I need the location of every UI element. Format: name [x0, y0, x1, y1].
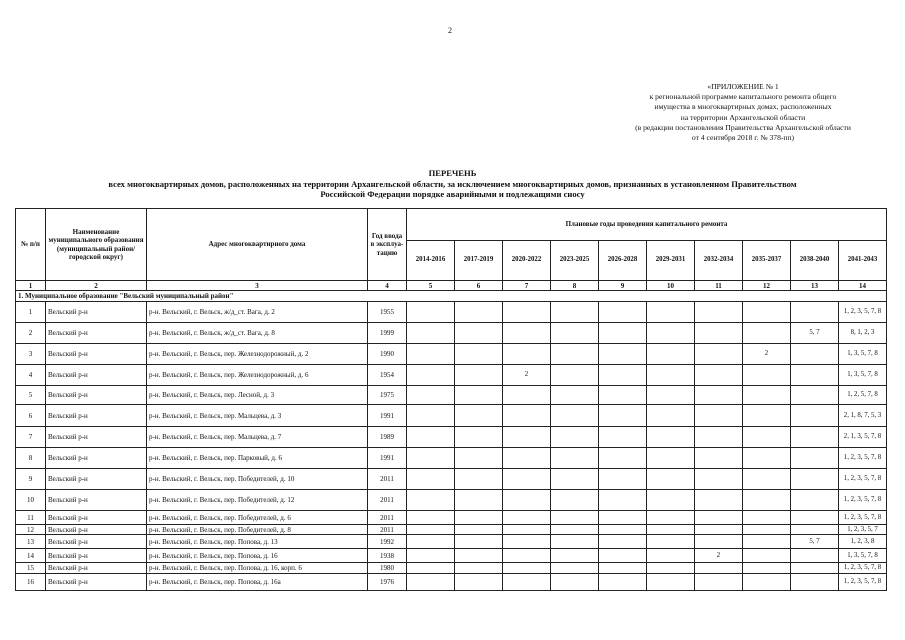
row-municipality: Вельский р-н: [46, 427, 147, 448]
header-address: Адрес многоквартирного дома: [147, 209, 368, 281]
row-period-works: [503, 490, 551, 511]
row-period-works: [791, 344, 839, 365]
row-period-works: [791, 563, 839, 574]
row-period-works: 1, 3, 5, 7, 8: [839, 365, 887, 386]
header-period: 2038-2040: [791, 241, 839, 281]
row-period-works: [599, 525, 647, 535]
row-address: р-н. Вельский, г. Вельск, пер. Парковый, д. 6: [147, 448, 368, 469]
row-year: 1989: [368, 427, 407, 448]
row-period-works: [407, 386, 455, 405]
row-period-works: [695, 386, 743, 405]
row-period-works: [743, 535, 791, 549]
row-address: р-н. Вельский, г. Вельск, пер. Мальцева, д. 7: [147, 427, 368, 448]
row-period-works: [647, 386, 695, 405]
row-period-works: [695, 469, 743, 490]
row-period-works: [743, 574, 791, 591]
row-year: 1975: [368, 386, 407, 405]
row-period-works: [551, 302, 599, 323]
column-number: 11: [695, 281, 743, 291]
row-period-works: [407, 525, 455, 535]
table-row: [16, 386, 887, 405]
row-period-works: [791, 386, 839, 405]
row-period-works: [407, 535, 455, 549]
row-period-works: [455, 302, 503, 323]
row-period-works: [455, 469, 503, 490]
row-period-works: [455, 490, 503, 511]
row-period-works: [407, 427, 455, 448]
appendix-line: имущества в многоквартирных домах, расположенных: [654, 102, 832, 112]
column-number: 8: [551, 281, 599, 291]
row-period-works: [695, 511, 743, 525]
header-period: 2017-2019: [455, 241, 503, 281]
header-period: 2020-2022: [503, 241, 551, 281]
title-line: всех многоквартирных домов, расположенных на территории Архангельской области, за исключением многоквартирных домов, признанных в установленном Правительством: [108, 178, 797, 189]
appendix-line: (в редакции постановления Правительства Архангельской области: [635, 122, 851, 132]
table-row: [16, 535, 887, 549]
row-period-works: [503, 574, 551, 591]
row-period-works: [695, 427, 743, 448]
row-period-works: [407, 511, 455, 525]
row-period-works: [695, 323, 743, 344]
row-period-works: [503, 511, 551, 525]
row-period-works: [503, 344, 551, 365]
row-period-works: [455, 323, 503, 344]
row-period-works: [599, 574, 647, 591]
row-period-works: [407, 490, 455, 511]
row-period-works: [743, 469, 791, 490]
row-period-works: [695, 365, 743, 386]
row-year: 1955: [368, 302, 407, 323]
row-municipality: Вельский р-н: [46, 323, 147, 344]
row-period-works: [695, 563, 743, 574]
row-period-works: [695, 448, 743, 469]
row-period-works: 1, 2, 3, 5, 7: [839, 525, 887, 535]
row-municipality: Вельский р-н: [46, 365, 147, 386]
row-year: 2011: [368, 525, 407, 535]
row-period-works: [455, 344, 503, 365]
row-period-works: [407, 344, 455, 365]
row-period-works: [503, 525, 551, 535]
row-municipality: Вельский р-н: [46, 490, 147, 511]
row-period-works: [647, 344, 695, 365]
row-period-works: 1, 2, 3, 5, 7, 8: [839, 490, 887, 511]
row-number: 3: [16, 344, 46, 365]
row-period-works: [791, 427, 839, 448]
row-period-works: [407, 302, 455, 323]
row-period-works: [551, 323, 599, 344]
header-period: 2032-2034: [695, 241, 743, 281]
table-row: [16, 427, 887, 448]
row-period-works: 2: [503, 365, 551, 386]
column-number: 9: [599, 281, 647, 291]
row-period-works: [743, 563, 791, 574]
row-period-works: [647, 365, 695, 386]
table-row: [16, 525, 887, 535]
row-period-works: [743, 511, 791, 525]
row-period-works: [407, 365, 455, 386]
title-heading: ПЕРЕЧЕНЬ: [428, 168, 477, 178]
header-planned-years: Плановые годы проведения капитального ремонта: [407, 209, 887, 241]
row-period-works: 1, 2, 3, 5, 7, 8: [839, 448, 887, 469]
row-number: 9: [16, 469, 46, 490]
row-address: р-н. Вельский, г. Вельск, пер. Попова, д. 16, корп. 6: [147, 563, 368, 574]
table-row: [16, 405, 887, 427]
row-year: 2011: [368, 490, 407, 511]
row-period-works: [503, 563, 551, 574]
document-title: [0, 168, 905, 200]
row-period-works: [551, 448, 599, 469]
row-municipality: Вельский р-н: [46, 405, 147, 427]
row-number: 1: [16, 302, 46, 323]
column-number: 13: [791, 281, 839, 291]
row-period-works: [551, 405, 599, 427]
row-number: 14: [16, 549, 46, 563]
row-period-works: [599, 302, 647, 323]
row-period-works: 1, 2, 3, 5, 7, 8: [839, 563, 887, 574]
row-period-works: [407, 323, 455, 344]
row-address: р-н. Вельский, г. Вельск, пер. Попова, д. 16а: [147, 574, 368, 591]
row-municipality: Вельский р-н: [46, 448, 147, 469]
row-period-works: [743, 365, 791, 386]
row-number: 11: [16, 511, 46, 525]
row-address: р-н. Вельский, г. Вельск, пер. Победителей, д. 10: [147, 469, 368, 490]
row-period-works: [791, 365, 839, 386]
column-number: 2: [46, 281, 147, 291]
table-row: [16, 302, 887, 323]
row-period-works: [503, 469, 551, 490]
row-period-works: [551, 563, 599, 574]
row-period-works: [503, 405, 551, 427]
row-period-works: [503, 549, 551, 563]
row-address: р-н. Вельский, г. Вельск, пер. Победителей, д. 12: [147, 490, 368, 511]
row-period-works: [743, 448, 791, 469]
row-period-works: [599, 469, 647, 490]
row-address: р-н. Вельский, г. Вельск, пер. Железнодорожный, д. 2: [147, 344, 368, 365]
table-row: [16, 574, 887, 591]
row-year: 1990: [368, 344, 407, 365]
row-period-works: [455, 574, 503, 591]
appendix-block: [598, 82, 888, 143]
row-address: р-н. Вельский, г. Вельск, ж/д_ст. Вага, д. 8: [147, 323, 368, 344]
row-period-works: [743, 525, 791, 535]
row-period-works: [455, 511, 503, 525]
row-period-works: [791, 448, 839, 469]
row-number: 15: [16, 563, 46, 574]
section-title: 1. Муниципальное образование "Вельский муниципальный район": [16, 291, 887, 302]
row-number: 2: [16, 323, 46, 344]
row-period-works: [743, 386, 791, 405]
row-period-works: [791, 490, 839, 511]
row-period-works: [503, 323, 551, 344]
row-municipality: Вельский р-н: [46, 525, 147, 535]
appendix-line: «ПРИЛОЖЕНИЕ № 1: [707, 82, 779, 91]
row-number: 7: [16, 427, 46, 448]
row-year: 1938: [368, 549, 407, 563]
row-period-works: [407, 448, 455, 469]
row-period-works: [647, 535, 695, 549]
row-period-works: [551, 427, 599, 448]
row-period-works: [695, 344, 743, 365]
row-period-works: [599, 323, 647, 344]
row-period-works: 2: [695, 549, 743, 563]
header-period: 2014-2016: [407, 241, 455, 281]
row-number: 6: [16, 405, 46, 427]
column-number: 4: [368, 281, 407, 291]
row-period-works: [599, 490, 647, 511]
row-number: 16: [16, 574, 46, 591]
header-period: 2026-2028: [599, 241, 647, 281]
row-address: р-н. Вельский, г. Вельск, пер. Победителей, д. 6: [147, 511, 368, 525]
row-period-works: [455, 535, 503, 549]
row-period-works: 2: [743, 344, 791, 365]
row-year: 1954: [368, 365, 407, 386]
row-period-works: [647, 563, 695, 574]
row-period-works: [791, 525, 839, 535]
row-period-works: [455, 448, 503, 469]
column-number: 12: [743, 281, 791, 291]
row-period-works: [647, 525, 695, 535]
row-period-works: [551, 549, 599, 563]
column-number: 7: [503, 281, 551, 291]
table-row: [16, 448, 887, 469]
row-period-works: [695, 574, 743, 591]
header-num: № п/п: [16, 209, 46, 281]
row-period-works: [695, 535, 743, 549]
row-period-works: [455, 427, 503, 448]
table-row: [16, 563, 887, 574]
row-period-works: [551, 344, 599, 365]
row-period-works: [647, 469, 695, 490]
row-year: 1980: [368, 563, 407, 574]
row-period-works: [599, 405, 647, 427]
row-period-works: [647, 511, 695, 525]
row-number: 10: [16, 490, 46, 511]
row-period-works: [647, 323, 695, 344]
row-period-works: [455, 563, 503, 574]
row-period-works: 1, 3, 5, 7, 8: [839, 549, 887, 563]
row-period-works: 1, 2, 3, 5, 7, 8: [839, 511, 887, 525]
row-period-works: [743, 549, 791, 563]
row-period-works: 1, 2, 5, 7, 8: [839, 386, 887, 405]
row-period-works: [551, 535, 599, 549]
row-period-works: [647, 490, 695, 511]
row-address: р-н. Вельский, г. Вельск, пер. Попова, д. 16: [147, 549, 368, 563]
row-year: 1992: [368, 535, 407, 549]
row-municipality: Вельский р-н: [46, 535, 147, 549]
row-address: р-н. Вельский, г. Вельск, пер. Железнодорожный, д. 6: [147, 365, 368, 386]
column-number: 5: [407, 281, 455, 291]
row-municipality: Вельский р-н: [46, 344, 147, 365]
header-period: 2023-2025: [551, 241, 599, 281]
row-period-works: 1, 2, 3, 5, 7, 8: [839, 469, 887, 490]
column-number: 3: [147, 281, 368, 291]
page-number: 2: [448, 26, 452, 35]
row-period-works: [503, 535, 551, 549]
row-period-works: [407, 469, 455, 490]
appendix-line: к региональной программе капитального ремонта общего: [649, 92, 837, 102]
row-number: 5: [16, 386, 46, 405]
row-address: р-н. Вельский, г. Вельск, пер. Мальцева, д. 3: [147, 405, 368, 427]
row-period-works: [599, 535, 647, 549]
row-period-works: [503, 302, 551, 323]
row-period-works: 1, 2, 3, 5, 7, 8: [839, 574, 887, 591]
row-period-works: 8, 1, 2, 3: [839, 323, 887, 344]
row-number: 12: [16, 525, 46, 535]
row-municipality: Вельский р-н: [46, 574, 147, 591]
row-period-works: [647, 574, 695, 591]
row-period-works: [695, 302, 743, 323]
row-period-works: [791, 469, 839, 490]
row-period-works: [791, 511, 839, 525]
row-period-works: 2, 1, 8, 7, 5, 3: [839, 405, 887, 427]
row-municipality: Вельский р-н: [46, 563, 147, 574]
row-period-works: [599, 427, 647, 448]
row-period-works: 5, 7: [791, 535, 839, 549]
table-row: [16, 469, 887, 490]
row-period-works: [695, 525, 743, 535]
header-period: 2029-2031: [647, 241, 695, 281]
row-period-works: [455, 365, 503, 386]
row-period-works: [407, 549, 455, 563]
row-period-works: [503, 386, 551, 405]
row-period-works: [551, 574, 599, 591]
row-period-works: [743, 490, 791, 511]
row-period-works: [647, 427, 695, 448]
table-row: [16, 344, 887, 365]
row-municipality: Вельский р-н: [46, 386, 147, 405]
row-period-works: [791, 549, 839, 563]
row-address: р-н. Вельский, г. Вельск, пер. Победителей, д. 8: [147, 525, 368, 535]
row-period-works: [743, 323, 791, 344]
table-row: [16, 323, 887, 344]
row-period-works: [743, 405, 791, 427]
row-period-works: [695, 490, 743, 511]
row-period-works: [551, 365, 599, 386]
column-number: 6: [455, 281, 503, 291]
row-period-works: [599, 511, 647, 525]
row-period-works: 1, 3, 5, 7, 8: [839, 344, 887, 365]
header-year: Год ввода в эксплуа-тацию: [368, 209, 407, 281]
header-period: 2041-2043: [839, 241, 887, 281]
row-period-works: [551, 469, 599, 490]
row-address: р-н. Вельский, г. Вельск, пер. Попова, д. 13: [147, 535, 368, 549]
row-period-works: [695, 405, 743, 427]
row-period-works: [407, 405, 455, 427]
row-period-works: 2, 1, 3, 5, 7, 8: [839, 427, 887, 448]
row-year: 1976: [368, 574, 407, 591]
column-number: 14: [839, 281, 887, 291]
row-period-works: [599, 549, 647, 563]
row-number: 13: [16, 535, 46, 549]
row-number: 8: [16, 448, 46, 469]
row-year: 1991: [368, 448, 407, 469]
row-period-works: [503, 427, 551, 448]
row-municipality: Вельский р-н: [46, 302, 147, 323]
row-period-works: [791, 405, 839, 427]
row-address: р-н. Вельский, г. Вельск, ж/д_ст. Вага, д. 2: [147, 302, 368, 323]
row-period-works: [407, 574, 455, 591]
row-period-works: [599, 344, 647, 365]
row-municipality: Вельский р-н: [46, 469, 147, 490]
row-municipality: Вельский р-н: [46, 549, 147, 563]
row-period-works: 5, 7: [791, 323, 839, 344]
row-period-works: [455, 405, 503, 427]
row-period-works: [599, 448, 647, 469]
table-row: [16, 490, 887, 511]
row-period-works: [743, 427, 791, 448]
row-period-works: [551, 525, 599, 535]
table-row: [16, 365, 887, 386]
row-period-works: [551, 490, 599, 511]
row-period-works: [647, 448, 695, 469]
row-period-works: [743, 302, 791, 323]
table-row: [16, 511, 887, 525]
appendix-line: от 4 сентября 2018 г. № 378-пп): [691, 133, 795, 143]
row-period-works: [599, 563, 647, 574]
header-municipality: Наименование муниципального образования (муниципальный район/городской округ): [46, 209, 147, 281]
table-row: [16, 549, 887, 563]
row-address: р-н. Вельский, г. Вельск, пер. Лесной, д. 3: [147, 386, 368, 405]
row-period-works: [455, 549, 503, 563]
row-number: 4: [16, 365, 46, 386]
row-period-works: [455, 386, 503, 405]
row-period-works: [791, 574, 839, 591]
row-period-works: [551, 511, 599, 525]
row-municipality: Вельский р-н: [46, 511, 147, 525]
row-year: 2011: [368, 511, 407, 525]
header-period: 2035-2037: [743, 241, 791, 281]
row-period-works: 1, 2, 3, 5, 7, 8: [839, 302, 887, 323]
column-number: 1: [16, 281, 46, 291]
row-year: 1999: [368, 323, 407, 344]
row-period-works: [503, 448, 551, 469]
row-period-works: [647, 302, 695, 323]
row-period-works: [599, 386, 647, 405]
row-period-works: 1, 2, 3, 8: [839, 535, 887, 549]
row-period-works: [551, 386, 599, 405]
title-line: Российской Федерации порядке аварийными и подлежащими сносу: [320, 189, 585, 200]
row-period-works: [647, 405, 695, 427]
row-period-works: [407, 563, 455, 574]
row-year: 2011: [368, 469, 407, 490]
row-period-works: [791, 302, 839, 323]
row-year: 1991: [368, 405, 407, 427]
houses-table: [15, 208, 887, 591]
row-period-works: [599, 365, 647, 386]
row-period-works: [647, 549, 695, 563]
appendix-line: на территории Архангельской области: [680, 112, 806, 122]
row-period-works: [455, 525, 503, 535]
column-number: 10: [647, 281, 695, 291]
